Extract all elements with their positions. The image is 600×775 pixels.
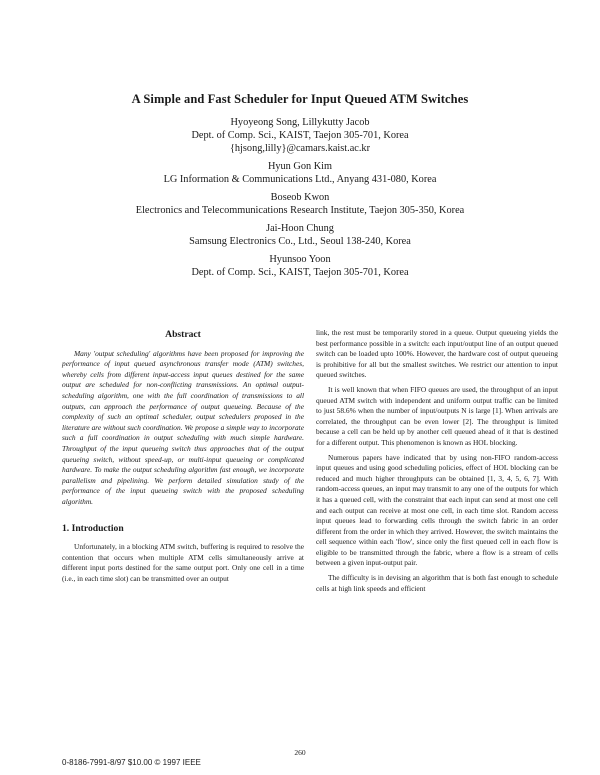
- author-block: [60, 191, 540, 217]
- body-paragraph: Numerous papers have indicated that by using non-FIFO random-access input queues and using good scheduling policies, effect of HOL blocking can be reduced and much higher throughputs can be obtained [1, 3, 4, 5, 6, 7]. With random-access queues, an input may transmit to any one of the outputs for which it has a queued cell, with the constraint that each input can send at most one cell and each output can receive at most one cell, in each time slot. Random access input queues lead to forwarding cells through the switch fabric in an order different from the order in which they arrived. However, the switch maintains the cell sequence within each 'flow', since only the first queued cell in each flow is eligible to be transmitted through the fabric, where a flow is a stream of cells between a given input-output pair.: [316, 452, 558, 568]
- author-affiliation: Dept. of Comp. Sci., KAIST, Taejon 305-701, Korea: [191, 130, 409, 141]
- author-name: Jai-Hoon Chung: [266, 223, 334, 234]
- body-paragraph: link, the rest must be temporarily stored in a queue. Output queueing yields the best performance possible in a switch: each input/output line of an output queued switch can be loaded upto 100%. However, the hardware cost of output queueing is prohibitive for all but the smallest switches. We restrict our attention to input queued switches.: [316, 328, 558, 380]
- abstract-heading: Abstract: [165, 329, 201, 340]
- author-email: {hjsong,lilly}@camars.kaist.ac.kr: [229, 143, 371, 154]
- left-column: [62, 328, 304, 588]
- abstract-text: Many 'output scheduling' algorithms have been proposed for improving the performance of input queued asynchronous transfer mode (ATM) switches, whereby cells from different input-access input queues destined for the same output are scheduled for non-conflicting transmissions. An optimal output-scheduling algorithm, one with the full coordination of transmissions to all outputs, can approach the performance of output queueing. Because of the complexity of such an optimal scheduler, output schedulers proposed in the literature are without such coordination. We propose a simple way to incorporate such a full coordination in output scheduling with much simple hardware. Throughput of the input queueing switch thus approaches that of the output queueing switch, without speed-up, or multi-input queueing or complicated hardware. To make the output scheduling algorithm fast enough, we incorporate parallelism and pipelining. We perform detailed simulation study of the performance of the input queueing switch with the proposed scheduling algorithm.: [62, 348, 304, 506]
- introduction-heading: 1. Introduction: [62, 522, 124, 534]
- introduction-paragraph: Unfortunately, in a blocking ATM switch, buffering is required to resolve the contention that occurs when multiple ATM cells simultaneously arrive at different input ports destined for the same output port. Only one cell in a time (i.e., in each time slot) can be transmitted over an output: [62, 542, 304, 583]
- author-name: Hyun Gon Kim: [267, 161, 333, 172]
- author-affiliation: Samsung Electronics Co., Ltd., Seoul 138-240, Korea: [189, 236, 411, 247]
- author-block: [60, 222, 540, 248]
- author-block: [60, 160, 540, 186]
- body-paragraph: It is well known that when FIFO queues are used, the throughput of an input queued ATM switch with independent and uniform output traffic can be limited to just 58.6% when the number of input/outputs N is large [1]. When arrivals are correlated, the throughput can be even lower [2]. The throughput is limited because a cell can be held up by another cell queued ahead of it that is destined for a different output. This phenomenon is known as HOL blocking.: [316, 384, 558, 447]
- author-name: Boseob Kwon: [270, 192, 330, 203]
- author-name: Hyoyeong Song, Lillykutty Jacob: [230, 117, 370, 128]
- author-list: [60, 116, 540, 284]
- author-block: [60, 116, 540, 155]
- author-affiliation: Electronics and Telecommunications Research Institute, Taejon 305-350, Korea: [135, 205, 465, 216]
- paper-title: A Simple and Fast Scheduler for Input Queued ATM Switches: [131, 92, 469, 106]
- author-affiliation: LG Information & Communications Ltd., Anyang 431-080, Korea: [163, 174, 437, 185]
- right-column: [316, 328, 558, 598]
- body-paragraph: The difficulty is in devising an algorithm that is both fast enough to schedule cells at high link speeds and efficient: [316, 573, 558, 593]
- author-block: [60, 253, 540, 279]
- author-affiliation: Dept. of Comp. Sci., KAIST, Taejon 305-701, Korea: [191, 267, 409, 278]
- copyright-notice: 0-8186-7991-8/97 $10.00 © 1997 IEEE: [62, 758, 201, 767]
- author-name: Hyunsoo Yoon: [269, 254, 331, 265]
- page-number: 260: [294, 748, 306, 757]
